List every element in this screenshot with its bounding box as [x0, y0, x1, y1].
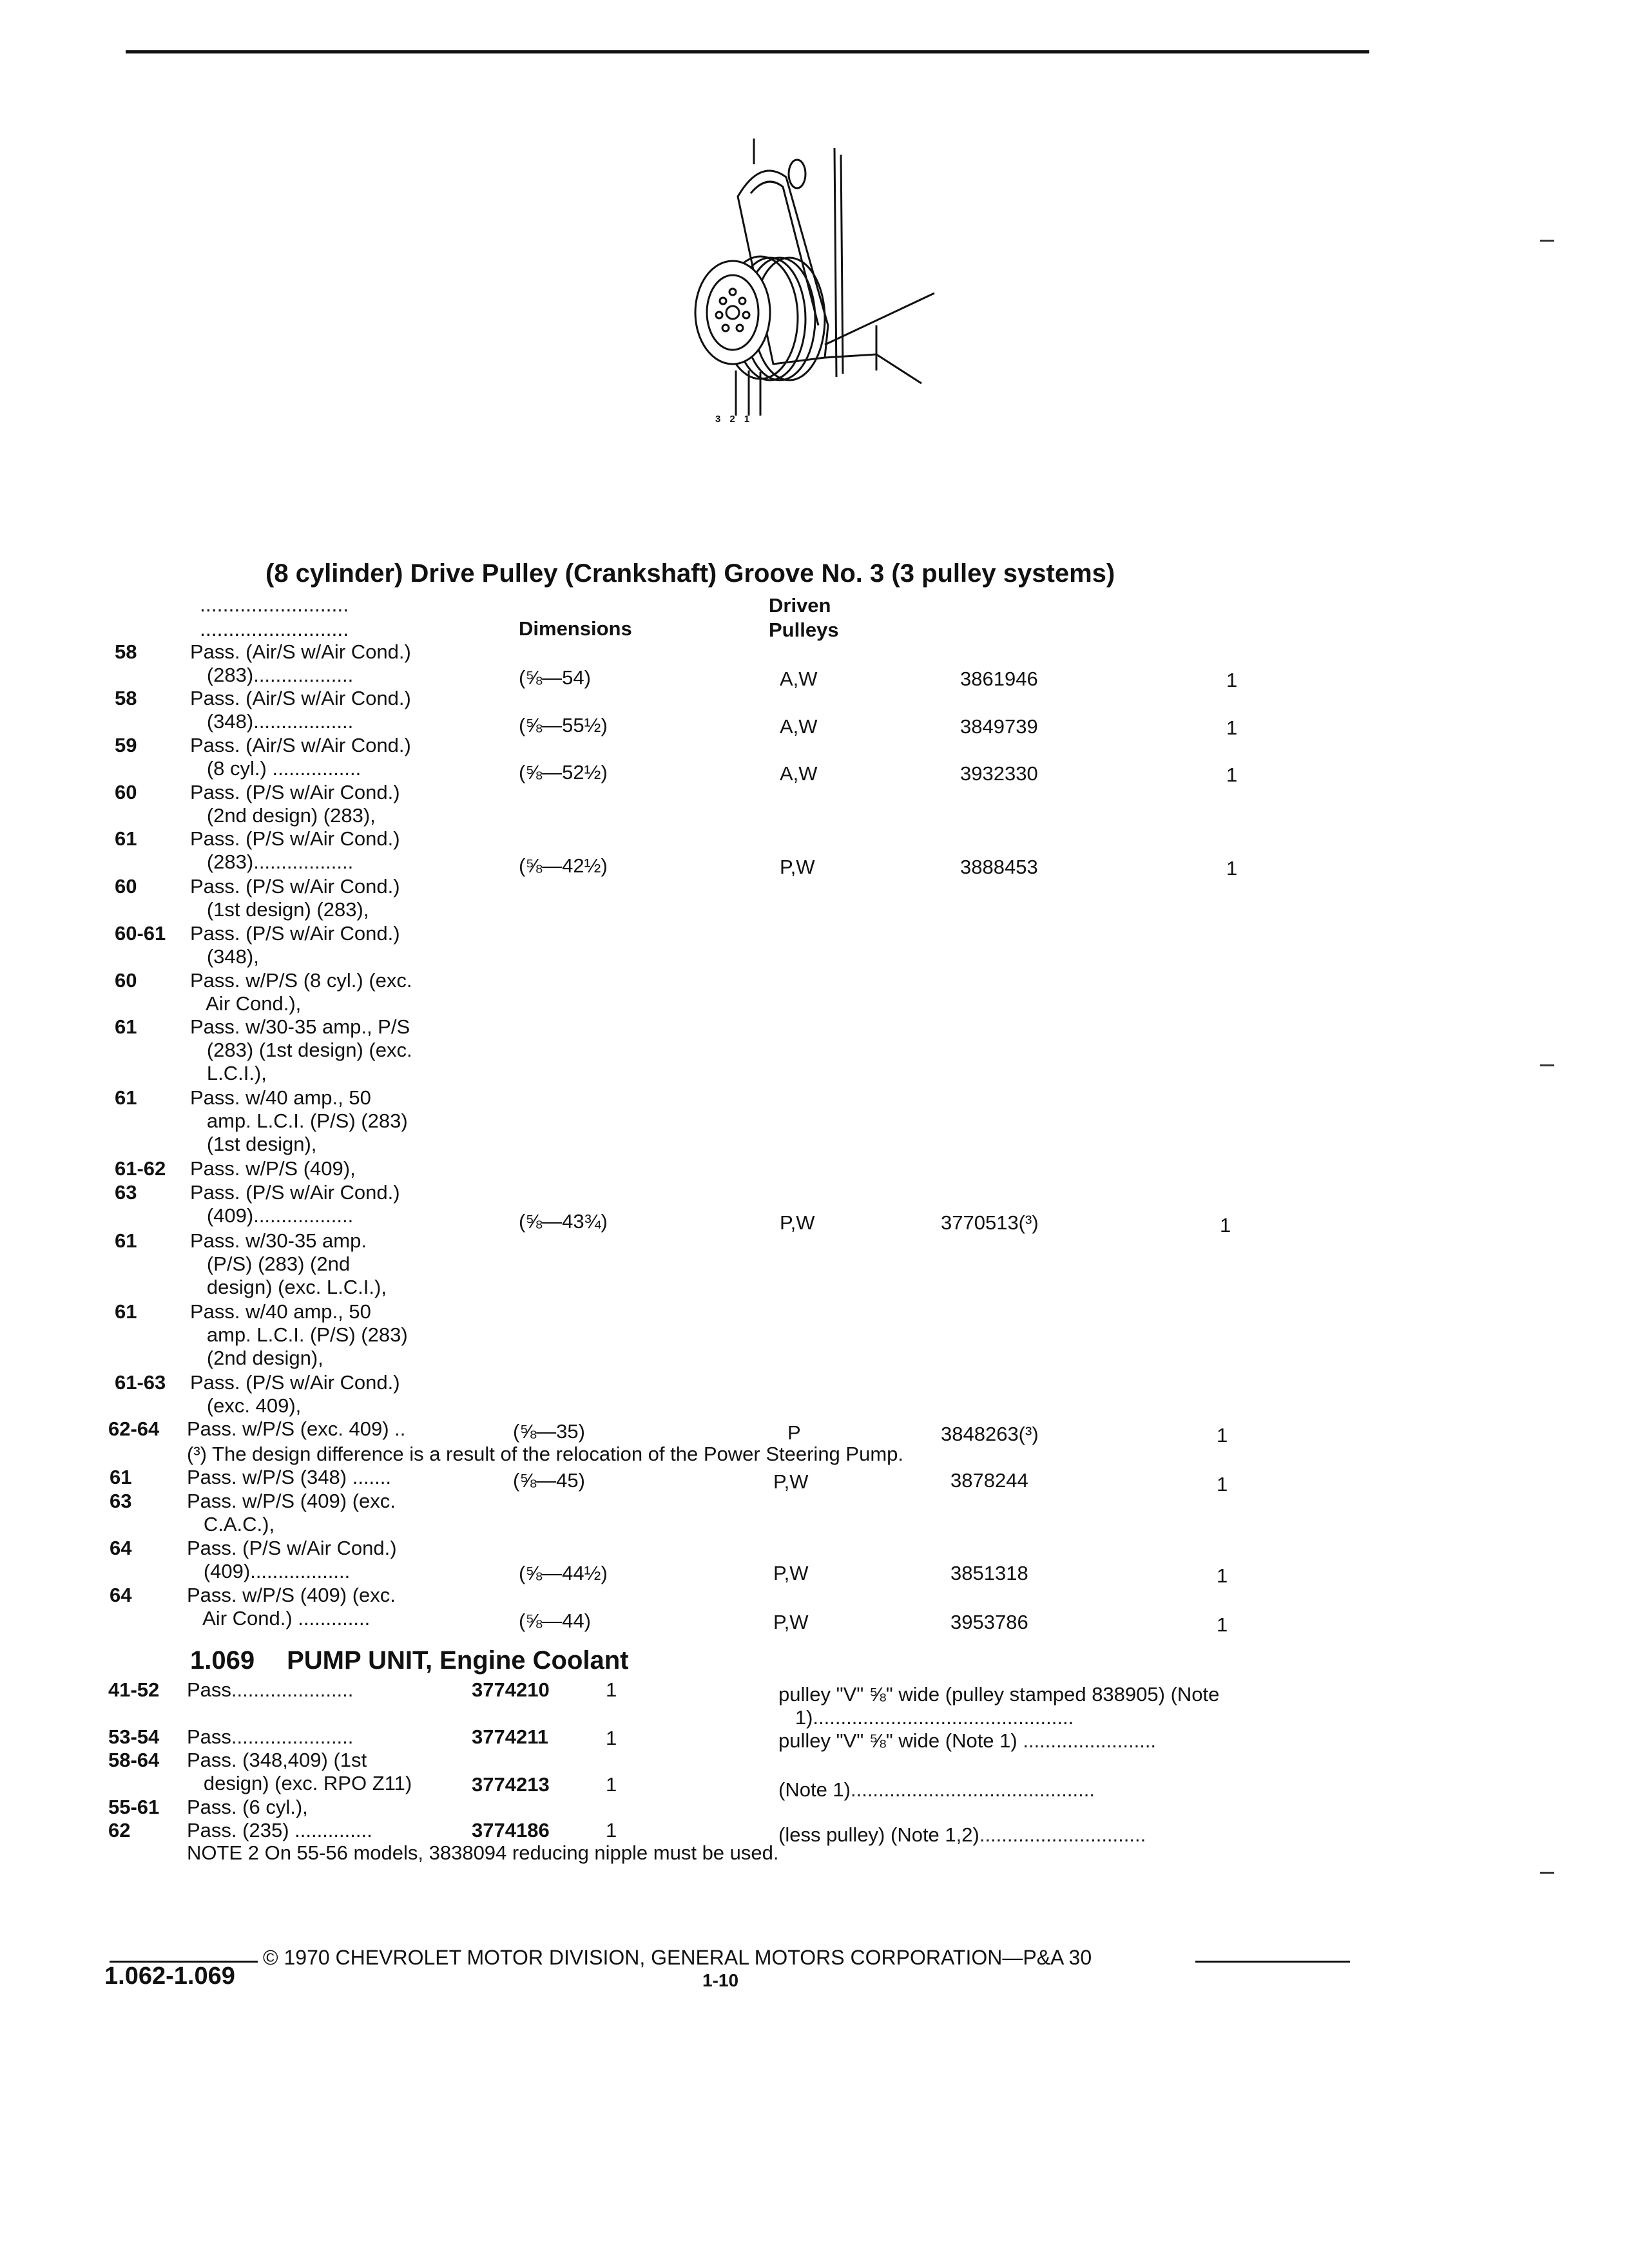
- row-dimensions: (⅝—52½): [519, 761, 608, 783]
- row-year: 63: [110, 1490, 132, 1512]
- row-driven: P,W: [773, 1611, 809, 1633]
- callout-2: 2: [729, 414, 744, 425]
- section-number: 1.069: [190, 1646, 255, 1675]
- column-header-pulleys: Pulleys: [769, 619, 839, 641]
- row-dimensions: (⅝—35): [513, 1420, 585, 1443]
- margin-tick: [1540, 1872, 1554, 1874]
- row-part-number: 3774210: [472, 1678, 550, 1701]
- row-part-number: 3878244: [950, 1469, 1028, 1492]
- row-description: Pass......................: [187, 1678, 354, 1701]
- row-dimensions: (⅝—43¾): [519, 1210, 608, 1233]
- row-part-number: 3861946: [960, 668, 1038, 690]
- row-description: Pass. (P/S w/Air Cond.) (283)..................: [190, 827, 400, 873]
- row-year: 58-64: [108, 1749, 160, 1771]
- row-description: Pass. (P/S w/Air Cond.) (409)..................: [187, 1537, 397, 1582]
- row-driven: A,W: [780, 668, 818, 690]
- row-description: Pass......................: [187, 1725, 354, 1748]
- row-description: Pass. (Air/S w/Air Cond.) (283)..................: [190, 640, 411, 686]
- dot-leader: ..........................: [200, 593, 349, 616]
- column-header-dimensions: Dimensions: [519, 617, 632, 640]
- row-year: 60: [115, 969, 137, 992]
- note-2: NOTE 2 On 55-56 models, 3838094 reducing nipple must be used.: [187, 1841, 779, 1864]
- column-header-driven: Driven: [769, 594, 831, 617]
- row-part-number: 3770513(³): [941, 1211, 1039, 1234]
- row-part-number: 3953786: [950, 1611, 1028, 1633]
- row-year: 60: [115, 781, 137, 803]
- row-year: 64: [110, 1584, 132, 1606]
- row-part-number: 3848263(³): [941, 1423, 1039, 1445]
- row-quantity: 1: [1217, 1424, 1228, 1446]
- row-quantity: 1: [1220, 1214, 1231, 1236]
- row-description: Pass. (P/S w/Air Cond.) (2nd design) (283),: [190, 781, 400, 827]
- row-quantity: 1: [606, 1727, 617, 1749]
- row-quantity: 1: [1217, 1564, 1228, 1587]
- row-dimensions: (⅝—44½): [519, 1562, 608, 1584]
- footer-section-code: 1.062-1.069: [104, 1963, 235, 1990]
- row-driven: A,W: [780, 715, 818, 738]
- row-part-number: 3774213: [472, 1773, 550, 1796]
- margin-tick: [1540, 240, 1554, 242]
- row-dimensions: (⅝—45): [513, 1469, 585, 1492]
- row-year: 58: [115, 687, 137, 709]
- row-year: 63: [115, 1181, 137, 1204]
- row-dimensions: (⅝—42½): [519, 854, 608, 877]
- footer-page-number: 1-10: [702, 1970, 739, 1990]
- footer-copyright: © 1970 CHEVROLET MOTOR DIVISION, GENERAL MOTORS CORPORATION—P&A 30: [263, 1946, 1092, 1969]
- row-description: Pass. w/P/S (exc. 409) ..: [187, 1418, 406, 1440]
- top-rule: [126, 50, 1369, 53]
- table-title: (8 cylinder) Drive Pulley (Crankshaft) Groove No. 3 (3 pulley systems): [265, 559, 1115, 588]
- row-year: 64: [110, 1537, 132, 1559]
- row-quantity: 1: [1226, 716, 1238, 739]
- row-description: Pass. (P/S w/Air Cond.) (348),: [190, 922, 400, 968]
- row-year: 61: [115, 827, 137, 850]
- row-quantity: 1: [1217, 1473, 1228, 1495]
- row-year: 61: [115, 1300, 137, 1323]
- row-year: 61: [115, 1015, 137, 1038]
- row-description: Pass. w/P/S (409) (exc. C.A.C.),: [187, 1490, 396, 1535]
- margin-tick: [1540, 1064, 1554, 1066]
- row-year: 61-62: [115, 1157, 166, 1180]
- row-description: Pass. w/40 amp., 50 amp. L.C.I. (P/S) (283) (1st design),: [190, 1086, 408, 1155]
- row-note: pulley "V" ⅝" wide (Note 1) ........................: [778, 1729, 1157, 1752]
- row-description: Pass. (P/S w/Air Cond.) (exc. 409),: [190, 1371, 400, 1417]
- row-year: 59: [115, 734, 137, 756]
- row-quantity: 1: [606, 1819, 617, 1841]
- row-description: Pass. (P/S w/Air Cond.) (1st design) (283),: [190, 875, 400, 921]
- row-part-number: 3888453: [960, 856, 1038, 878]
- row-year: 58: [115, 640, 137, 663]
- row-driven: P: [787, 1421, 801, 1444]
- row-note: (Note 1)............................................: [778, 1778, 1095, 1801]
- row-driven: P,W: [780, 856, 815, 878]
- row-part-number: 3774186: [472, 1819, 550, 1841]
- row-description: Pass. (6 cyl.),: [187, 1796, 308, 1818]
- row-year: 55-61: [108, 1796, 160, 1818]
- row-description: Pass. w/P/S (348) .......: [187, 1466, 391, 1488]
- callout-1: 1: [744, 414, 759, 425]
- row-quantity: 1: [1217, 1613, 1228, 1636]
- row-description: Pass. w/P/S (409),: [190, 1157, 356, 1180]
- pulley-illustration: [664, 132, 960, 435]
- row-year: 62-64: [108, 1418, 160, 1440]
- row-description: Pass. w/P/S (409) (exc. Air Cond.) .............: [187, 1584, 396, 1629]
- row-driven: P,W: [780, 1211, 815, 1234]
- row-part-number: 3932330: [960, 762, 1038, 785]
- row-driven: A,W: [780, 762, 818, 785]
- section-title: PUMP UNIT, Engine Coolant: [287, 1646, 629, 1675]
- figure-callout-labels: [715, 414, 758, 425]
- row-year: 61: [115, 1229, 137, 1252]
- row-quantity: 1: [606, 1678, 617, 1701]
- row-dimensions: (⅝—44): [519, 1610, 591, 1632]
- row-description: Pass. (348,409) (1st design) (exc. RPO Z11): [187, 1749, 412, 1794]
- table-footnote: (³) The design difference is a result of the relocation of the Power Steering Pump.: [187, 1443, 904, 1465]
- row-quantity: 1: [1226, 857, 1238, 879]
- row-driven: P,W: [773, 1562, 809, 1584]
- row-year: 61-63: [115, 1371, 166, 1394]
- row-year: 60: [115, 875, 137, 898]
- row-part-number: 3849739: [960, 715, 1038, 738]
- row-dimensions: (⅝—55½): [519, 714, 608, 736]
- dot-leader: ..........................: [200, 617, 349, 640]
- row-year: 62: [108, 1819, 131, 1841]
- row-note: pulley "V" ⅝" wide (pulley stamped 838905) (Note 1)...............................................: [778, 1683, 1220, 1729]
- row-quantity: 1: [1226, 669, 1238, 691]
- row-year: 41-52: [108, 1678, 160, 1701]
- footer-rule-right: [1195, 1961, 1350, 1963]
- row-year: 61: [115, 1086, 137, 1109]
- row-year: 61: [110, 1466, 132, 1488]
- row-note: (less pulley) (Note 1,2)..............................: [778, 1823, 1146, 1846]
- row-year: 60-61: [115, 922, 166, 945]
- callout-3: 3: [715, 414, 730, 425]
- row-description: Pass. w/40 amp., 50 amp. L.C.I. (P/S) (283) (2nd design),: [190, 1300, 408, 1369]
- row-description: Pass. w/P/S (8 cyl.) (exc. Air Cond.),: [190, 969, 412, 1015]
- row-description: Pass. (235) ..............: [187, 1819, 372, 1841]
- row-part-number: 3851318: [950, 1562, 1028, 1584]
- row-part-number: 3774211: [472, 1725, 548, 1748]
- row-description: Pass. w/30-35 amp. (P/S) (283) (2nd design) (exc. L.C.I.),: [190, 1229, 387, 1298]
- row-description: Pass. w/30-35 amp., P/S (283) (1st design) (exc. L.C.I.),: [190, 1015, 412, 1084]
- section-heading: [190, 1646, 629, 1675]
- row-description: Pass. (P/S w/Air Cond.) (409)..................: [190, 1181, 400, 1227]
- row-year: 53-54: [108, 1725, 160, 1748]
- row-driven: P,W: [773, 1470, 809, 1493]
- row-description: Pass. (Air/S w/Air Cond.) (348)..................: [190, 687, 411, 733]
- row-description: Pass. (Air/S w/Air Cond.) (8 cyl.) ................: [190, 734, 411, 780]
- row-quantity: 1: [1226, 764, 1238, 786]
- row-quantity: 1: [606, 1773, 617, 1796]
- row-dimensions: (⅝—54): [519, 666, 591, 689]
